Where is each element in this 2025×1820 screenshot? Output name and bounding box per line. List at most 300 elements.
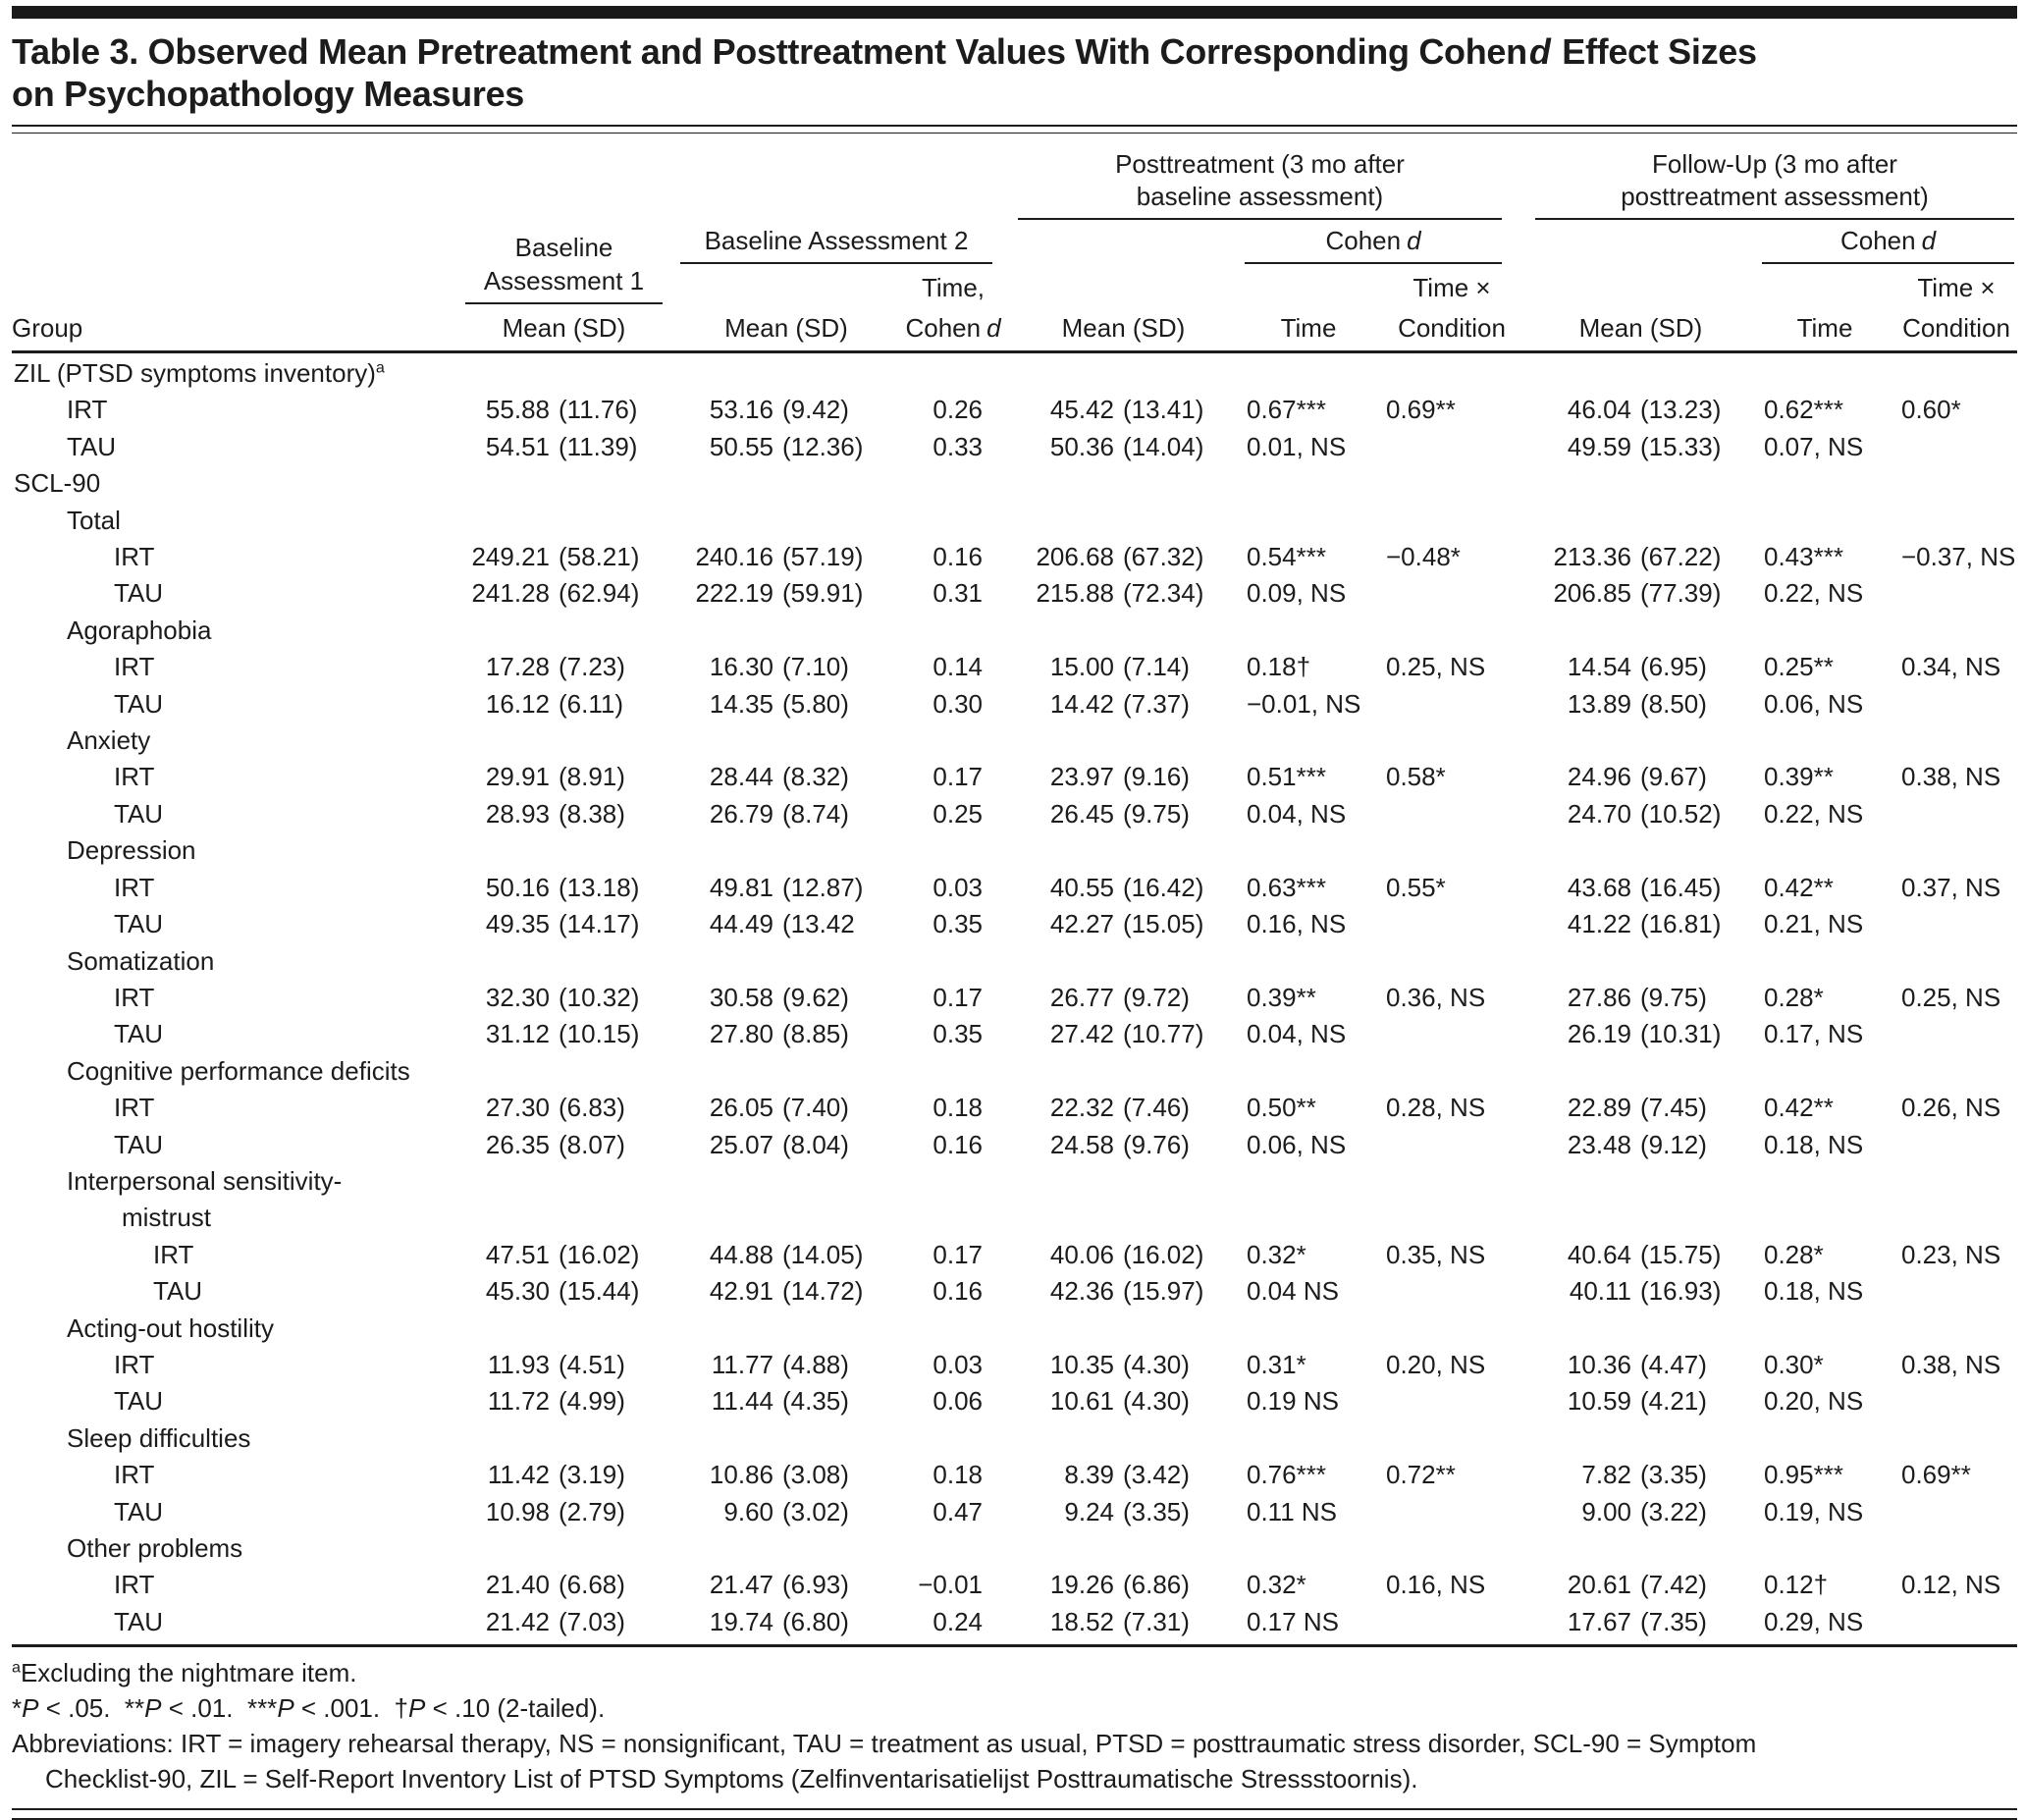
- cohen-d-cell: 0.11 NS: [1247, 1496, 1338, 1526]
- mean-value: 240.16: [695, 542, 773, 572]
- mean-sd-cell: [1008, 1604, 1239, 1640]
- cohen-d-cell: [1756, 355, 1893, 392]
- mean-sd-cell: [1525, 1420, 1756, 1457]
- row-label: TAU: [114, 909, 164, 939]
- mean-value: 31.12: [485, 1019, 550, 1049]
- cohen-d-cell: [1893, 1163, 2019, 1237]
- mean-sd-cell: [1525, 613, 1756, 649]
- sd-value: (72.34): [1123, 578, 1204, 609]
- mean-value: 55.88: [485, 395, 550, 425]
- mean-sd-cell: [1525, 392, 1756, 428]
- mean-sd-cell: [1525, 832, 1756, 869]
- cohen-d-cell: −0.01: [918, 1570, 983, 1600]
- table-row: [12, 1567, 2017, 1603]
- cohen-d-cell: [1378, 1053, 1525, 1090]
- mean-sd-cell: [1525, 870, 1756, 906]
- cohen-d-cell: 0.18: [933, 1093, 983, 1123]
- table-row: [12, 613, 2017, 649]
- cohen-d-cell: [1893, 1383, 2019, 1419]
- table-row: [12, 392, 2017, 428]
- sd-value: (12.87): [782, 872, 864, 902]
- row-label: IRT: [114, 1460, 155, 1490]
- mean-sd-cell: [1008, 1273, 1239, 1310]
- mean-value: 9.60: [723, 1496, 773, 1526]
- cohen-d-cell: [1239, 1530, 1378, 1567]
- posttreatment-spanner: [1018, 137, 1502, 220]
- mean-sd-cell: [674, 355, 898, 392]
- cohen-d-cell: 0.26, NS: [1901, 1093, 2001, 1123]
- sd-value: (14.17): [559, 909, 640, 939]
- timex-header-post: Time ×: [1412, 273, 1491, 302]
- mean-value: 40.06: [1049, 1239, 1114, 1269]
- mean-sd-cell: [1008, 1530, 1239, 1567]
- row-label: TAU: [67, 431, 117, 461]
- mean-sd-cell: [1008, 1494, 1239, 1530]
- mean-sd-cell: [1525, 759, 1756, 795]
- mean-sd-cell: [674, 429, 898, 465]
- mean-value: 28.44: [709, 762, 773, 792]
- cohen-d-cell: [1239, 613, 1378, 649]
- mean-value: 14.54: [1567, 652, 1631, 682]
- row-label: TAU: [114, 1019, 164, 1049]
- cohen-d-cell: [898, 503, 1008, 539]
- mean-value: 9.24: [1064, 1496, 1114, 1526]
- sd-value: (15.75): [1640, 1239, 1722, 1269]
- cohen-d-cell: −0.48*: [1386, 542, 1461, 572]
- cohen-d-cell: 0.72**: [1386, 1460, 1456, 1490]
- cohen-d-cell: 0.50**: [1247, 1093, 1316, 1123]
- mean-sd-cell: [674, 649, 898, 685]
- sd-value: (6.11): [559, 688, 623, 719]
- sd-value: (14.04): [1123, 431, 1204, 461]
- condition-header-post: Condition: [1398, 313, 1506, 343]
- sd-value: (3.35): [1123, 1496, 1190, 1526]
- cohen-d-cell: 0.03: [933, 872, 983, 902]
- cohen-d-cell: 0.37, NS: [1901, 872, 2001, 902]
- table-row: [12, 503, 2017, 539]
- cohen-d-cell: [1378, 796, 1525, 832]
- cohen-d-cell: [1239, 465, 1378, 502]
- cohen-d-cell: [1893, 575, 2019, 612]
- cohen-d-cell: [1893, 503, 2019, 539]
- table-row: [12, 1604, 2017, 1640]
- cohen-d-cell: 0.76***: [1247, 1460, 1326, 1490]
- mean-sd-cell: [1525, 1311, 1756, 1347]
- sd-value: (77.39): [1640, 578, 1722, 609]
- row-label: TAU: [114, 1496, 164, 1526]
- cohen-d-cell: 0.16, NS: [1386, 1570, 1486, 1600]
- row-label: IRT: [114, 542, 155, 572]
- sd-value: (8.50): [1640, 688, 1707, 719]
- cohen-d-cell: 0.18, NS: [1764, 1276, 1864, 1307]
- condition-header-fu: Condition: [1902, 313, 2010, 343]
- cohen-d-cell: [1378, 943, 1525, 980]
- mean-sd-cell: [674, 906, 898, 942]
- mean-value: 206.85: [1553, 578, 1631, 609]
- sd-value: (15.44): [559, 1276, 640, 1307]
- cohen-d-cell: 0.43***: [1764, 542, 1843, 572]
- sd-value: (4.35): [782, 1386, 849, 1417]
- cohen-d-cell: [1378, 1311, 1525, 1347]
- sd-value: (10.15): [559, 1019, 640, 1049]
- sd-value: (7.35): [1640, 1606, 1707, 1636]
- mean-sd-cell: [1008, 613, 1239, 649]
- sd-value: (8.32): [782, 762, 849, 792]
- mean-sd-cell: [453, 1457, 674, 1493]
- sd-value: (10.32): [559, 982, 640, 1012]
- row-label: TAU: [114, 1606, 164, 1636]
- mean-sd-cell: [1008, 1311, 1239, 1347]
- mean-value: 54.51: [485, 431, 550, 461]
- table-row: [12, 906, 2017, 942]
- cohen-d-cell: [1893, 1420, 2019, 1457]
- cohen-d-cell: [1239, 943, 1378, 980]
- mean-value: 22.32: [1049, 1093, 1114, 1123]
- row-label: Agoraphobia: [67, 615, 212, 645]
- cohen-d-cell: 0.04, NS: [1247, 1019, 1347, 1049]
- mean-sd-cell: [674, 1383, 898, 1419]
- cohen-d-cell: 0.12†: [1764, 1570, 1829, 1600]
- sig-text: < .01. ***: [161, 1693, 278, 1724]
- mean-value: 40.55: [1049, 872, 1114, 902]
- mean-value: 24.96: [1567, 762, 1631, 792]
- sd-value: (9.62): [782, 982, 849, 1012]
- mean-value: 32.30: [485, 982, 550, 1012]
- cohen-d-cell: 0.39**: [1247, 982, 1316, 1012]
- mean-value: 49.81: [709, 872, 773, 902]
- cohen-d-cell: 0.03: [933, 1349, 983, 1379]
- cohen-d-cell: 0.31*: [1247, 1349, 1306, 1379]
- mean-value: 26.79: [709, 798, 773, 829]
- row-label: IRT: [67, 395, 108, 425]
- sd-value: (8.91): [559, 762, 625, 792]
- row-label: Other problems: [67, 1533, 243, 1563]
- mean-sd-cell: [1525, 355, 1756, 392]
- mean-sd-cell: [674, 392, 898, 428]
- sd-value: (9.42): [782, 395, 849, 425]
- mean-value: 11.42: [487, 1460, 550, 1490]
- mean-sd-cell: [453, 832, 674, 869]
- mean-sd-cell: [674, 1053, 898, 1090]
- sd-value: (7.23): [559, 652, 625, 682]
- mean-value: 249.21: [471, 542, 550, 572]
- mean-sd-cell: [453, 796, 674, 832]
- mean-value: 24.58: [1049, 1129, 1114, 1159]
- cohen-d-cell: [1756, 943, 1893, 980]
- table-row: [12, 1311, 2017, 1347]
- cohen-d-cell: 0.55*: [1386, 872, 1446, 902]
- mean-value: 18.52: [1049, 1606, 1114, 1636]
- row-label: ZIL (PTSD symptoms inventory)$^a$: [14, 358, 385, 388]
- cohen-d-cell: 0.20, NS: [1386, 1349, 1486, 1379]
- cohen-d-cell: [1378, 503, 1525, 539]
- row-label: IRT: [114, 982, 155, 1012]
- mean-sd-cell: [674, 1311, 898, 1347]
- mean-sd-cell: [453, 1016, 674, 1052]
- sd-value: (16.93): [1640, 1276, 1722, 1307]
- sd-value: (58.21): [559, 542, 640, 572]
- mean-value: 26.19: [1567, 1019, 1631, 1049]
- mean-sd-cell: [674, 465, 898, 502]
- sd-value: (16.81): [1640, 909, 1722, 939]
- mean-sd-cell: [453, 1383, 674, 1419]
- cohen-d-cell: 0.51***: [1247, 762, 1326, 792]
- row-label: IRT: [114, 872, 155, 902]
- cohen-d-cell: [1893, 796, 2019, 832]
- baseline1-header-line1: Baseline: [514, 233, 613, 262]
- cohen-d-cell: 0.35: [933, 909, 983, 939]
- mean-sd-cell: [453, 759, 674, 795]
- cohen-d-cell: [898, 1163, 1008, 1237]
- table-row: [12, 465, 2017, 502]
- row-label: TAU: [114, 1386, 164, 1417]
- mean-sd-cell: [674, 1237, 898, 1273]
- mean-value: 43.68: [1567, 872, 1631, 902]
- cohen-d-cell: 0.06: [933, 1386, 983, 1417]
- cohen-d-cell: 0.12, NS: [1901, 1570, 2001, 1600]
- mean-sd-cell: [1008, 686, 1239, 723]
- mean-sd-cell: [1525, 1127, 1756, 1163]
- row-label: SCL-90: [14, 468, 101, 499]
- cohen-d-cell: [1378, 575, 1525, 612]
- row-label: IRT: [114, 1349, 155, 1379]
- table-row: [12, 1090, 2017, 1126]
- baseline2-header: Baseline Assessment 2: [680, 224, 992, 264]
- sd-value: (4.51): [559, 1349, 625, 1379]
- fu-spanner-line1: Follow-Up (3 mo after: [1652, 149, 1897, 179]
- mean-value: 26.77: [1049, 982, 1114, 1012]
- mean-sd-cell: [1008, 1127, 1239, 1163]
- mean-value: 9.00: [1581, 1496, 1631, 1526]
- table-row: [12, 1273, 2017, 1310]
- mean-sd-cell: [453, 1090, 674, 1126]
- cohen-d-italic: d: [986, 313, 1001, 343]
- sd-value: (16.02): [559, 1239, 640, 1269]
- top-rule-bar: [12, 6, 2017, 19]
- cohen-d-cell: [1893, 1530, 2019, 1567]
- row-label-continued: mistrust: [122, 1203, 211, 1233]
- cohen-d-cell: [1756, 723, 1893, 759]
- cohen-d-cell: 0.28*: [1764, 982, 1824, 1012]
- mean-sd-cell: [1525, 539, 1756, 575]
- cohen-d-cell: [1239, 832, 1378, 869]
- sd-value: (8.85): [782, 1019, 849, 1049]
- cohen-d-cell: 0.32*: [1247, 1570, 1306, 1600]
- cohen-d-cell: [1893, 1604, 2019, 1640]
- cohen-d-cell: [1893, 1273, 2019, 1310]
- mean-sd-cell: [1525, 686, 1756, 723]
- mean-value: 27.30: [485, 1093, 550, 1123]
- mean-sd-cell: [674, 613, 898, 649]
- cohen-d-cell: 0.17: [933, 762, 983, 792]
- mean-value: 45.42: [1049, 395, 1114, 425]
- sd-value: (9.76): [1123, 1129, 1190, 1159]
- mean-sd-cell: [1008, 759, 1239, 795]
- cohen-d-cell: [1239, 1163, 1378, 1237]
- mean-value: 21.42: [485, 1606, 550, 1636]
- sd-value: (59.91): [782, 578, 864, 609]
- cohen-d-cell: 0.18, NS: [1764, 1129, 1864, 1159]
- table-row: [12, 1016, 2017, 1052]
- mean-value: 23.97: [1049, 762, 1114, 792]
- sd-value: (3.08): [782, 1460, 849, 1490]
- table-row: [12, 1347, 2017, 1383]
- mean-sd-cell: [1008, 1383, 1239, 1419]
- mean-sd-header-ba2: Mean (SD): [724, 313, 848, 343]
- mean-value: 41.22: [1567, 909, 1631, 939]
- mean-sd-cell: [453, 1567, 674, 1603]
- mean-sd-cell: [453, 870, 674, 906]
- cohen-d-cell: [898, 613, 1008, 649]
- cohen-d-cell: [1893, 1311, 2019, 1347]
- mean-sd-cell: [1525, 1494, 1756, 1530]
- mean-sd-cell: [1008, 465, 1239, 502]
- row-label: Anxiety: [67, 725, 151, 756]
- title-text: Table 3. Observed Mean Pretreatment and Posttreatment Values With Corresponding Cohen: [12, 31, 1527, 72]
- cohen-d-cell: [1378, 355, 1525, 392]
- mean-sd-cell: [453, 465, 674, 502]
- mean-value: 16.12: [485, 688, 550, 719]
- table-row: [12, 1237, 2017, 1273]
- cohen-d-cell: 0.23, NS: [1901, 1239, 2001, 1269]
- sig-text: < .05. **: [38, 1693, 145, 1724]
- cohen-d-cell: [1378, 1127, 1525, 1163]
- cohen-d-cell: [1893, 723, 2019, 759]
- mean-sd-cell: [1008, 943, 1239, 980]
- p-italic: P: [408, 1693, 426, 1724]
- sd-value: (2.79): [559, 1496, 625, 1526]
- mean-sd-cell: [1525, 649, 1756, 685]
- cohen-d-cell: [1756, 1530, 1893, 1567]
- sd-value: (11.76): [559, 395, 638, 425]
- mean-value: 20.61: [1567, 1570, 1631, 1600]
- mean-value: 29.91: [485, 762, 550, 792]
- mean-sd-cell: [1008, 1090, 1239, 1126]
- sd-value: (4.30): [1123, 1386, 1190, 1417]
- sd-value: (6.68): [559, 1570, 625, 1600]
- sd-value: (3.35): [1640, 1460, 1707, 1490]
- mean-sd-cell: [1008, 392, 1239, 428]
- mean-sd-cell: [453, 613, 674, 649]
- table-row: [12, 980, 2017, 1016]
- mean-sd-cell: [1008, 429, 1239, 465]
- mean-value: 7.82: [1581, 1460, 1631, 1490]
- mean-value: 215.88: [1036, 578, 1114, 609]
- cohen-d-cell: [1756, 465, 1893, 502]
- mean-sd-cell: [674, 796, 898, 832]
- mean-sd-cell: [674, 1604, 898, 1640]
- cohen-d-cell: [1239, 355, 1378, 392]
- mean-sd-cell: [453, 686, 674, 723]
- mean-value: 11.93: [487, 1349, 550, 1379]
- mean-sd-cell: [453, 1163, 674, 1237]
- table-body: [12, 353, 2017, 1640]
- sd-value: (7.10): [782, 652, 849, 682]
- mean-value: 14.42: [1049, 688, 1114, 719]
- cohen-d-cell: 0.16: [933, 1129, 983, 1159]
- sd-value: (15.05): [1123, 909, 1204, 939]
- table-row: [12, 686, 2017, 723]
- mean-sd-cell: [1525, 1604, 1756, 1640]
- mean-sd-cell: [1525, 1163, 1756, 1237]
- sd-value: (8.38): [559, 798, 625, 829]
- mean-value: 42.36: [1049, 1276, 1114, 1307]
- mean-value: 26.35: [485, 1129, 550, 1159]
- table-row: [12, 539, 2017, 575]
- mean-value: 47.51: [485, 1239, 550, 1269]
- cohen-d-cell: 0.24: [933, 1606, 983, 1636]
- sd-value: (15.33): [1640, 431, 1722, 461]
- table-row: [12, 575, 2017, 612]
- mean-value: 21.40: [485, 1570, 550, 1600]
- mean-sd-cell: [674, 1127, 898, 1163]
- mean-value: 53.16: [709, 395, 773, 425]
- mean-sd-cell: [453, 429, 674, 465]
- row-label: Depression: [67, 835, 196, 866]
- cohen-d-cell: 0.95***: [1764, 1460, 1843, 1490]
- mean-value: 17.67: [1567, 1606, 1631, 1636]
- mean-sd-cell: [1008, 503, 1239, 539]
- cohen-d-cell: [1756, 1420, 1893, 1457]
- mean-sd-cell: [453, 575, 674, 612]
- mean-value: 25.07: [709, 1129, 773, 1159]
- table-row: [12, 759, 2017, 795]
- post-spanner-line1: Posttreatment (3 mo after: [1115, 149, 1405, 179]
- cohen-d-cell: 0.22, NS: [1764, 798, 1864, 829]
- cohen-d-cell: 0.35, NS: [1386, 1239, 1486, 1269]
- cohen-d-cell: 0.16: [933, 542, 983, 572]
- mean-sd-cell: [674, 686, 898, 723]
- cohen-d-cell: 0.14: [933, 652, 983, 682]
- timex-header-fu: Time ×: [1917, 273, 1996, 302]
- mean-value: 30.58: [709, 982, 773, 1012]
- mean-sd-cell: [453, 906, 674, 942]
- mean-sd-cell: [1008, 1457, 1239, 1493]
- sd-value: (6.95): [1640, 652, 1707, 682]
- cohen-d-cell: 0.60*: [1901, 395, 1961, 425]
- cohen-d-cell: [1378, 1604, 1525, 1640]
- sd-value: (67.32): [1123, 542, 1204, 572]
- table-row: [12, 1530, 2017, 1567]
- header-row-3: [12, 264, 2017, 304]
- row-label: Cognitive performance deficits: [67, 1055, 410, 1086]
- mean-sd-cell: [674, 1530, 898, 1567]
- sd-value: (7.40): [782, 1093, 849, 1123]
- sd-value: (10.31): [1640, 1019, 1722, 1049]
- mean-sd-cell: [453, 392, 674, 428]
- mean-sd-cell: [674, 1016, 898, 1052]
- row-label: IRT: [153, 1239, 194, 1269]
- mean-sd-cell: [674, 1457, 898, 1493]
- sd-value: (7.03): [559, 1606, 625, 1636]
- cohen-d-cell: −0.37, NS: [1901, 542, 2016, 572]
- table-row: [12, 832, 2017, 869]
- sd-value: (5.80): [782, 688, 849, 719]
- mean-sd-cell: [1525, 723, 1756, 759]
- cohen-d-cell: [898, 1420, 1008, 1457]
- mean-sd-cell: [674, 1494, 898, 1530]
- mean-sd-cell: [453, 980, 674, 1016]
- cohen-d-cell: 0.58*: [1386, 762, 1446, 792]
- cohen-d-cell: [1239, 503, 1378, 539]
- mean-sd-cell: [1008, 1420, 1239, 1457]
- mean-sd-cell: [1525, 1457, 1756, 1493]
- mean-sd-cell: [453, 1273, 674, 1310]
- sd-value: (7.31): [1123, 1606, 1190, 1636]
- cohen-d-cell: [1893, 355, 2019, 392]
- mean-value: 27.80: [709, 1019, 773, 1049]
- mean-value: 17.28: [485, 652, 550, 682]
